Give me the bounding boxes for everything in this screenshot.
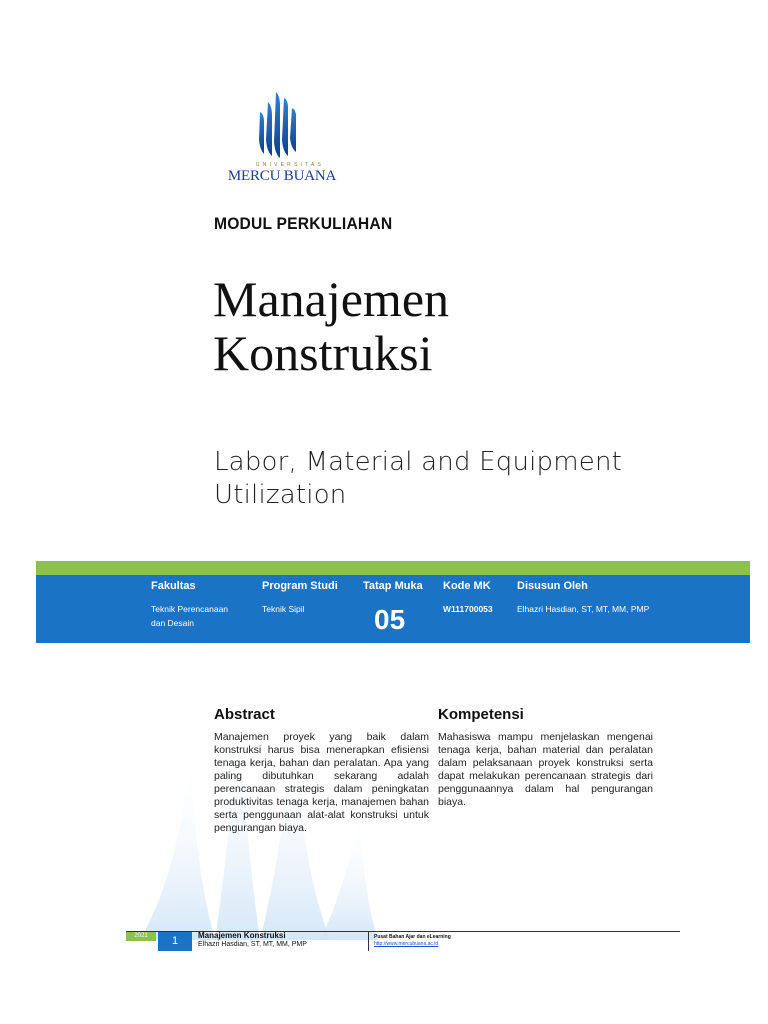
kompetensi-body: Mahasiswa mampu menjelaskan mengenai tenaga kerja, bahan material dan peralatan dalam pelaksanaan proyek konstruksi serta dapat melakukan perencanaan strategis dari penggunaannya dalam hal pengurangan biaya. [438,731,653,808]
fakultas-value-line-2: dan Desain [151,618,195,628]
disusun-oleh-header: Disusun Oleh [517,580,588,592]
disusun-oleh-value: Elhazri Hasdian, ST, MT, MM, PMP [517,604,650,614]
kode-mk-value: W111700053 [443,604,493,614]
fakultas-value-line-1: Teknik Perencanaan [151,604,229,614]
tatap-muka-header: Tatap Muka [363,580,423,592]
fakultas-value [151,602,228,630]
footer-page-number: 1 [158,932,192,951]
subtitle-line-1: Labor, Material and Equipment [214,447,623,477]
footer-author: Elhazri Hasdian, ST, MT, MM, PMP [198,941,307,948]
document-title [213,272,449,380]
kode-mk-header: Kode MK [443,580,491,592]
university-logo [220,92,340,192]
program-studi-value: Teknik Sipil [262,604,305,614]
abstract-body: Manajemen proyek yang baik dalam konstruksi harus bisa menerapkan efisiensi tenaga kerja, bahan dan peralatan. Apa yang paling dibutuhkan sekarang adalah perencanaan strategis dalam peningkatan produktivitas tenaga kerja, manajemen bahan serta penggunaan alat-alat konstruksi untuk pengurangan biaya. [214,731,429,834]
footer-course-name: Manajemen Konstruksi [198,931,286,940]
tatap-muka-value: 05 [374,604,406,635]
fakultas-header: Fakultas [151,580,196,592]
subtitle-line-2: Utilization [214,480,347,510]
title-line-1: Manajemen [213,271,450,327]
footer-divider [368,932,369,951]
kompetensi-heading: Kompetensi [438,706,524,723]
abstract-heading: Abstract [214,706,275,723]
modul-label: MODUL PERKULIAHAN [214,214,393,233]
logo-university-name: MERCU BUANA [227,168,337,184]
document-subtitle [214,446,622,512]
footer-center-name: Pusat Bahan Ajar dan eLearning [374,934,451,940]
program-studi-header: Program Studi [262,580,338,592]
footer-year-badge: 2021 [126,932,156,941]
footer-website-link[interactable]: http://www.mercubuana.ac.id [374,941,439,947]
logo-universitas-label: UNIVERSITAS [255,162,325,168]
green-accent-bar [36,561,750,575]
title-line-2: Konstruksi [213,325,433,381]
mercu-buana-emblem-icon [258,92,302,158]
